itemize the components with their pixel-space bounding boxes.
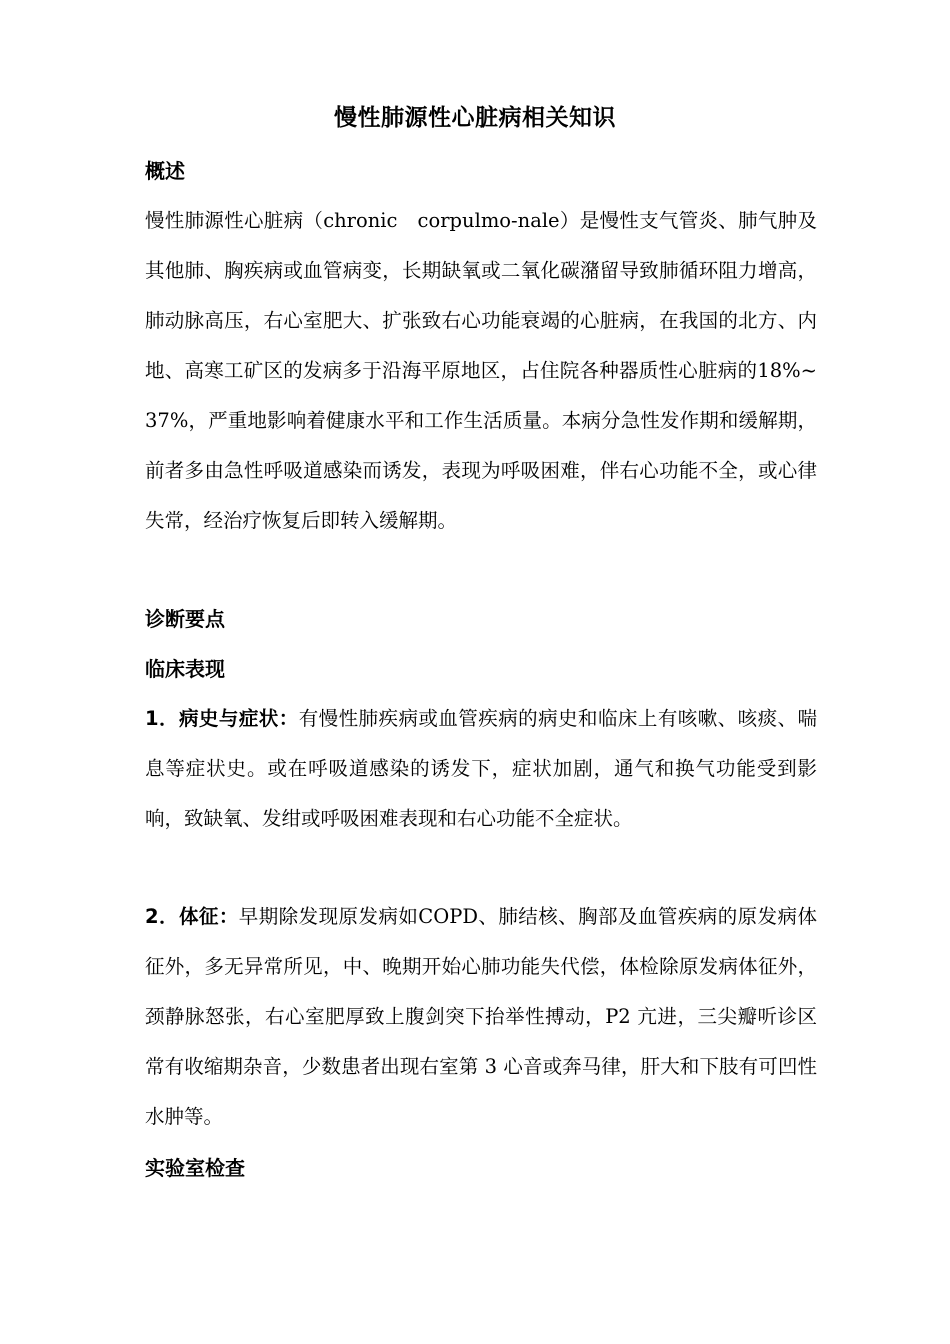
- heading-overview: 概述: [145, 159, 185, 183]
- signs-paragraph: [145, 892, 817, 1142]
- overview-paragraph: 慢性肺源性心脏病（chronic corpulmo-nale）是慢性支气管炎、肺气肿及其他肺、胸疾病或血管病变，长期缺氧或二氧化碳潴留导致肺循环阻力增高，肺动脉高压，右心室肥大、扩张致右心功能衰竭的心脏病，在我国的北方、内地、高寒工矿区的发病多于沿海平原地区，占住院各种器质性心脏病的18%~37%，严重地影响着健康水平和工作生活质量。本病分急性发作期和缓解期，前者多由急性呼吸道感染而诱发，表现为呼吸困难，伴右心功能不全，或心律失常，经治疗恢复后即转入缓解期。: [145, 209, 817, 532]
- heading-lab-tests: 实验室检查: [145, 1156, 245, 1180]
- history-symptoms-paragraph: [145, 694, 817, 844]
- heading-clinical: 临床表现: [145, 657, 225, 681]
- history-symptoms-lead: 1．病史与症状：: [145, 707, 299, 730]
- signs-text: 早期除发现原发病如COPD、肺结核、胸部及血管疾病的原发病体征外，多无异常所见，中、晚期开始心肺功能失代偿，体检除原发病体征外，颈静脉怒张，右心室肥厚致上腹剑突下抬举性搏动，P2 亢进，三尖瓣听诊区常有收缩期杂音，少数患者出现右室第 3 心音或奔马律，肝大和下肢有可凹性水肿等。: [145, 905, 817, 1128]
- document-title: 慢性肺源性心脏病相关知识: [334, 105, 616, 131]
- signs-lead: 2．体征：: [145, 905, 239, 928]
- history-symptoms-text: 有慢性肺疾病或血管疾病的病史和临床上有咳嗽、咳痰、喘息等症状史。或在呼吸道感染的诱发下，症状加剧，通气和换气功能受到影响，致缺氧、发绀或呼吸困难表现和右心功能不全症状。: [145, 707, 817, 830]
- heading-diagnosis: 诊断要点: [145, 607, 225, 631]
